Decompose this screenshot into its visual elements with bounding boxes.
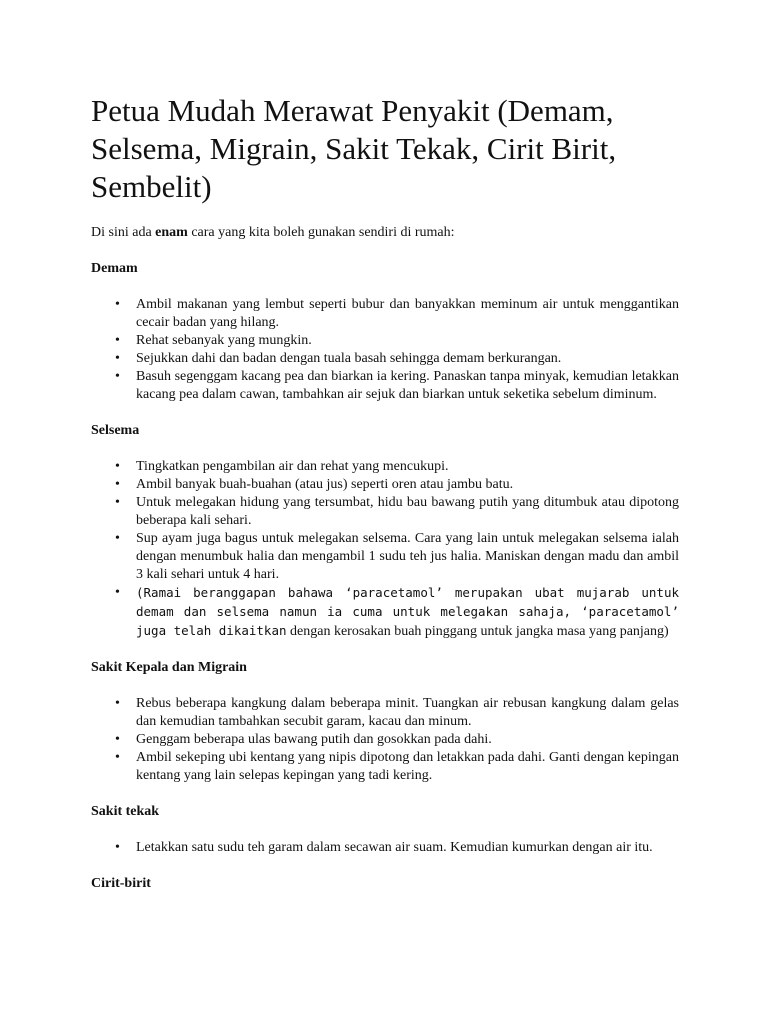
section-heading-cirit-birit: Cirit-birit bbox=[91, 876, 151, 891]
list-item bbox=[91, 731, 679, 749]
list-item bbox=[91, 749, 679, 785]
bullet-icon: • bbox=[115, 696, 120, 711]
list-item bbox=[91, 368, 679, 404]
bullet-list-demam bbox=[91, 296, 679, 404]
bullet-icon: • bbox=[115, 840, 120, 855]
bullet-icon: • bbox=[115, 369, 120, 384]
bullet-icon: • bbox=[115, 351, 120, 366]
list-item bbox=[91, 695, 679, 731]
list-item bbox=[91, 458, 679, 476]
section-heading-demam: Demam bbox=[91, 261, 138, 276]
list-item bbox=[91, 332, 679, 350]
bullet-list-migrain bbox=[91, 695, 679, 785]
list-item bbox=[91, 476, 679, 494]
bullet-icon: • bbox=[115, 750, 120, 765]
list-item bbox=[91, 350, 679, 368]
intro-text-after: cara yang kita boleh gunakan sendiri di rumah: bbox=[187, 225, 455, 240]
list-item bbox=[91, 839, 679, 857]
list-item bbox=[91, 296, 679, 332]
bullet-list-sakit-tekak bbox=[91, 839, 679, 857]
note-text-mono: (Ramai beranggapan bahawa ‘paracetamol’ merupakan ubat mujarab untuk demam dan selsema namun ia cuma untuk melegakan sahaja, ‘paracetamol’ juga telah dikaitkan bbox=[136, 585, 679, 638]
bullet-icon: • bbox=[115, 585, 120, 600]
list-item-note bbox=[91, 584, 679, 641]
bullet-icon: • bbox=[115, 459, 120, 474]
intro-text-before: Di sini ada bbox=[91, 225, 156, 240]
list-item-text: Tingkatkan pengambilan air dan rehat yang mencukupi. bbox=[136, 459, 449, 474]
list-item-text: Sejukkan dahi dan badan dengan tuala basah sehingga demam berkurangan. bbox=[136, 351, 562, 366]
list-item-text: Untuk melegakan hidung yang tersumbat, hidu bau bawang putih yang ditumbuk atau dipotong beberapa kali sehari. bbox=[136, 495, 679, 528]
bullet-icon: • bbox=[115, 477, 120, 492]
page-title: Petua Mudah Merawat Penyakit (Demam, Selsema, Migrain, Sakit Tekak, Cirit Birit, Sembelit) bbox=[91, 93, 617, 204]
section-heading-migrain: Sakit Kepala dan Migrain bbox=[91, 660, 247, 675]
section-heading-sakit-tekak: Sakit tekak bbox=[91, 804, 160, 819]
document-page bbox=[91, 92, 679, 911]
list-item bbox=[91, 530, 679, 584]
bullet-icon: • bbox=[115, 495, 120, 510]
list-item-text: Sup ayam juga bagus untuk melegakan selsema. Cara yang lain untuk melegakan selsema ialah dengan menumbuk halia dan mengambil 1 sudu teh jus halia. Maniskan dengan madu dan ambil 3 kali sehari untuk 4 hari. bbox=[136, 531, 679, 582]
bullet-list-selsema bbox=[91, 458, 679, 641]
list-item-text: Rebus beberapa kangkung dalam beberapa minit. Tuangkan air rebusan kangkung dalam gelas dan kemudian tambahkan secubit garam, kacau dan minum. bbox=[136, 696, 679, 729]
list-item-text: Rehat sebanyak yang mungkin. bbox=[136, 333, 312, 348]
list-item bbox=[91, 494, 679, 530]
list-item-text: Basuh segenggam kacang pea dan biarkan ia kering. Panaskan tanpa minyak, kemudian letakkan kacang pea dalam cawan, tambahkan air sejuk dan biarkan untuk seketika sebelum diminum. bbox=[136, 369, 679, 402]
list-item-text: Ambil banyak buah-buahan (atau jus) seperti oren atau jambu batu. bbox=[136, 477, 514, 492]
list-item-text: Genggam beberapa ulas bawang putih dan gosokkan pada dahi. bbox=[136, 732, 492, 747]
bullet-icon: • bbox=[115, 333, 120, 348]
list-item-text: Letakkan satu sudu teh garam dalam secawan air suam. Kemudian kumurkan dengan air itu. bbox=[136, 840, 653, 855]
bullet-icon: • bbox=[115, 297, 120, 312]
list-item-text: Ambil makanan yang lembut seperti bubur dan banyakkan meminum air untuk menggantikan cecair badan yang hilang. bbox=[136, 297, 679, 330]
bullet-icon: • bbox=[115, 531, 120, 546]
intro-paragraph bbox=[91, 224, 679, 242]
section-heading-selsema: Selsema bbox=[91, 423, 140, 438]
intro-bold-word: enam bbox=[155, 225, 188, 240]
list-item-text: Ambil sekeping ubi kentang yang nipis dipotong dan letakkan pada dahi. Ganti dengan kepingan kentang yang lain selepas kepingan yang tadi kering. bbox=[136, 750, 679, 783]
bullet-icon: • bbox=[115, 732, 120, 747]
note-text-plain: dengan kerosakan buah pinggang untuk jangka masa yang panjang) bbox=[286, 624, 669, 639]
